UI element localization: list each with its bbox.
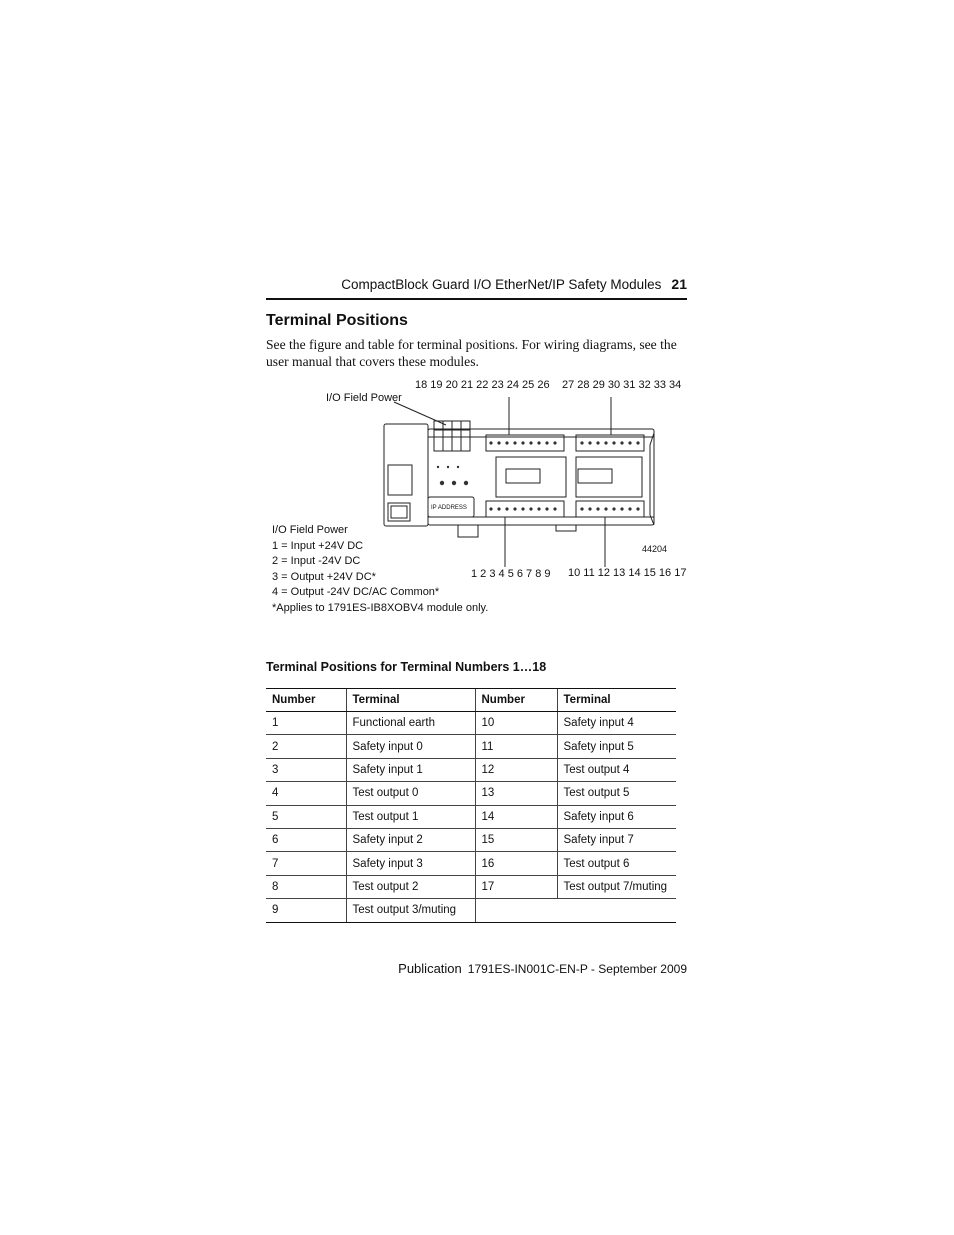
terminal-figure [266,375,687,620]
cell: 16 [475,852,557,875]
cell: 3 [266,758,346,781]
table-row [266,852,676,875]
cell: 9 [266,899,346,922]
cell: Safety input 7 [557,828,676,851]
cell: Test output 1 [346,805,475,828]
cell: 12 [475,758,557,781]
field-power-legend [272,523,488,616]
cell [475,899,676,922]
running-header-title: CompactBlock Guard I/O EtherNet/IP Safety Modules [341,277,662,292]
cell: Test output 0 [346,782,475,805]
cell: Test output 7/muting [557,875,676,898]
cell: 7 [266,852,346,875]
legend-line: 2 = Input -24V DC [272,555,361,567]
table-row [266,805,676,828]
cell: Test output 3/muting [346,899,475,922]
cell: Test output 2 [346,875,475,898]
cell: Functional earth [346,712,475,735]
publication-id: 1791ES-IN001C-EN-P - September 2009 [467,962,687,976]
col-header-number: Number [475,689,557,712]
table-row [266,875,676,898]
cell: 5 [266,805,346,828]
page-footer [266,961,687,976]
top-terminals-right-label: 27 28 29 30 31 32 33 34 [562,379,682,391]
table-row [266,735,676,758]
table-row [266,899,676,922]
ip-address-label: IP ADDRESS [431,505,467,511]
cell: 10 [475,712,557,735]
cell: Safety input 0 [346,735,475,758]
table-caption: Terminal Positions for Terminal Numbers 1…18 [266,660,547,674]
table-row [266,782,676,805]
bottom-terminals-right-label: 10 11 12 13 14 15 16 17 [568,567,687,579]
header-rule [266,298,687,300]
legend-line: 4 = Output -24V DC/AC Common* [272,586,440,598]
cell: 17 [475,875,557,898]
cell: Test output 4 [557,758,676,781]
top-terminals-left-label: 18 19 20 21 22 23 24 25 26 [415,379,550,391]
col-header-terminal: Terminal [557,689,676,712]
legend-line: 1 = Input +24V DC [272,539,364,552]
cell: Safety input 3 [346,852,475,875]
cell: 11 [475,735,557,758]
section-title: Terminal Positions [266,312,408,329]
terminal-table [266,688,676,923]
running-header [266,276,687,292]
cell: Safety input 4 [557,712,676,735]
table-row [266,712,676,735]
bottom-terminals-left-label: 1 2 3 4 5 6 7 8 9 [471,568,551,580]
col-header-number: Number [266,689,346,712]
cell: 4 [266,782,346,805]
cell: Safety input 6 [557,805,676,828]
legend-line: *Applies to 1791ES-IB8XOBV4 module only. [272,601,489,614]
cell: Test output 6 [557,852,676,875]
table-row [266,828,676,851]
publication-label: Publication [398,961,462,976]
io-field-power-callout: I/O Field Power [326,392,402,404]
cell: 13 [475,782,557,805]
cell: 2 [266,735,346,758]
cell: Test output 5 [557,782,676,805]
cell: Safety input 2 [346,828,475,851]
figure-number: 44204 [642,544,668,554]
cell: 8 [266,875,346,898]
intro-paragraph: See the figure and table for terminal positions. For wiring diagrams, see the user manual that covers these modules. [266,337,677,369]
page-number: 21 [671,276,687,292]
cell: 15 [475,828,557,851]
table-header-row [266,689,676,712]
cell: Safety input 1 [346,758,475,781]
cell: Safety input 5 [557,735,676,758]
legend-line: I/O Field Power [272,524,348,536]
cell: 14 [475,805,557,828]
cell: 1 [266,712,346,735]
cell: 6 [266,828,346,851]
table-row [266,758,676,781]
col-header-terminal: Terminal [346,689,475,712]
legend-line: 3 = Output +24V DC* [272,570,376,583]
